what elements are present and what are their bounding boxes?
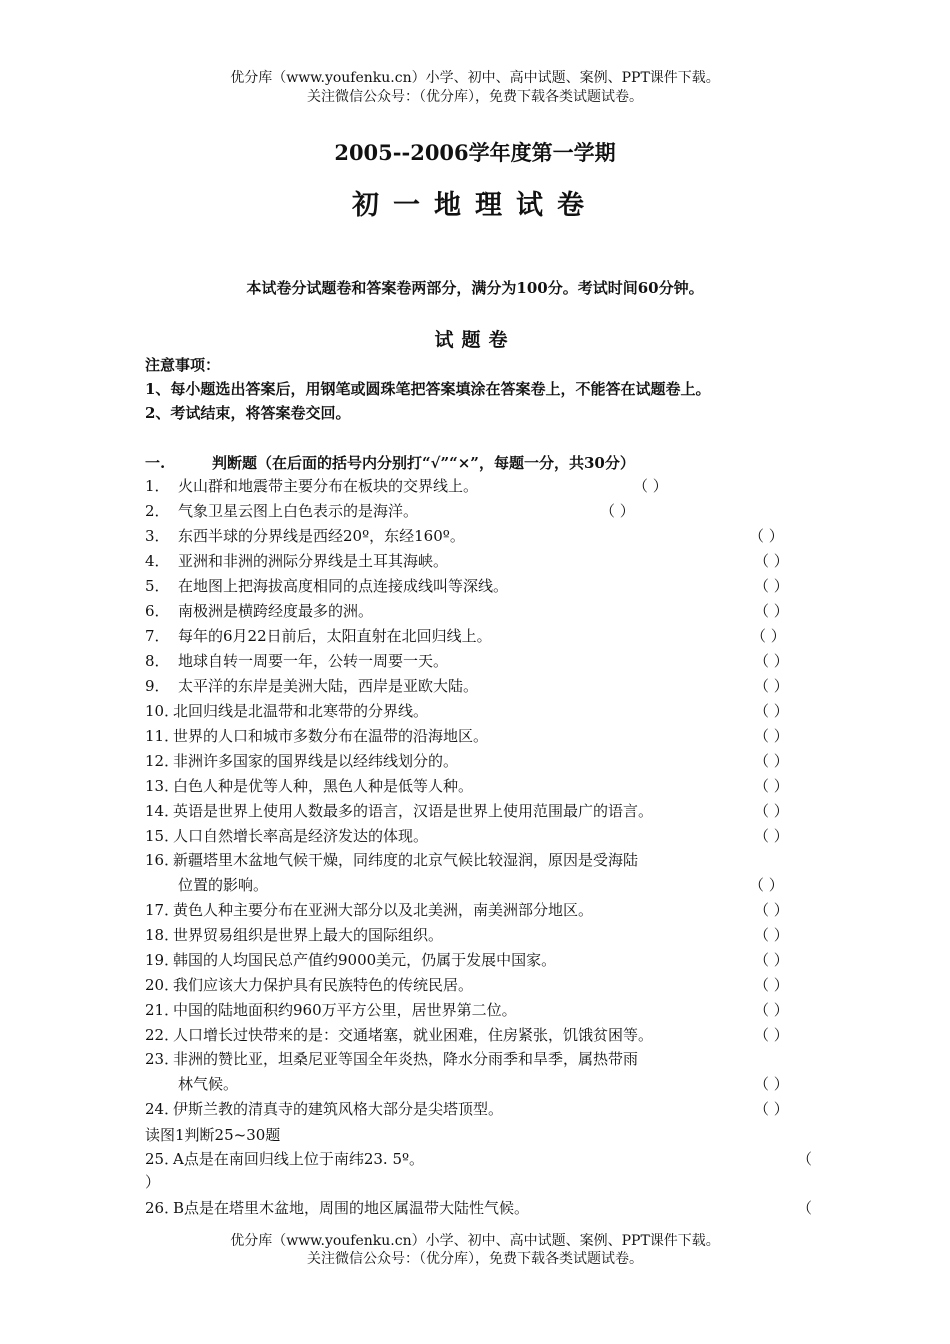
question-item: [145, 1001, 517, 1019]
answer-parentheses: （ ）: [749, 527, 784, 545]
question-number: 8．: [145, 652, 170, 670]
question-text: 太平洋的东岸是美洲大陆，西岸是亚欧大陆。: [178, 677, 479, 695]
answer-parentheses: （ ）: [754, 602, 789, 620]
question-item: [145, 1100, 503, 1118]
question-text: 南极洲是横跨经度最多的洲。: [178, 602, 374, 620]
question-text: B点是在塔里木盆地，周围的地区属温带大陆性气候。: [173, 1199, 530, 1217]
question-text: 黄色人种主要分布在亚洲大部分以及北美洲，南美洲部分地区。: [173, 901, 594, 919]
question-number: 1．: [145, 477, 170, 495]
question-text: 火山群和地震带主要分布在板块的交界线上。: [178, 477, 479, 495]
question-number: 12．: [145, 752, 180, 770]
question-text: 韩国的人均国民总产值约9000美元，仍属于发展中国家。: [173, 951, 557, 969]
answer-paren-open: （: [797, 1150, 813, 1168]
question-item: [145, 976, 473, 994]
question-number: 2．: [145, 502, 170, 520]
header-line-2: 关注微信公众号：（优分库），免费下载各类试题试卷。: [307, 89, 643, 105]
question-text: 东西半球的分界线是西经20º，东经160º。: [178, 527, 465, 545]
question-number: 9．: [145, 677, 170, 695]
answer-parentheses: （ ）: [754, 702, 789, 720]
answer-parentheses: （ ）: [754, 1026, 789, 1044]
question-text: 人口自然增长率高是经济发达的体现。: [173, 827, 429, 845]
question-number: 18．: [145, 926, 180, 944]
answer-parentheses: （ ）: [754, 926, 789, 944]
question-item: [145, 1150, 424, 1168]
notes-heading: 注意事项：: [145, 356, 221, 374]
answer-paren-close: ）: [145, 1173, 161, 1191]
question-item: [145, 502, 418, 520]
question-text: 气象卫星云图上白色表示的是海洋。: [178, 502, 419, 520]
question-item: [145, 602, 373, 620]
question-number: 26．: [145, 1199, 180, 1217]
question-number: 24．: [145, 1100, 180, 1118]
question-text-continuation: 位置的影响。: [178, 876, 269, 894]
question-number: 20．: [145, 976, 180, 994]
question-number: 22．: [145, 1026, 180, 1044]
question-item: [145, 552, 448, 570]
question-number: 17．: [145, 901, 180, 919]
answer-parentheses: （ ）: [754, 901, 789, 919]
question-text: A点是在南回归线上位于南纬23. 5º。: [173, 1150, 425, 1168]
question-text: 中国的陆地面积约960万平方公里，居世界第二位。: [173, 1001, 517, 1019]
answer-parentheses: （ ）: [754, 1001, 789, 1019]
header-line-1: 优分库（www.youfenku.cn）小学、初中、高中试题、案例、PPT课件下载。: [230, 70, 720, 86]
question-text: 北回归线是北温带和北寒带的分界线。: [173, 702, 429, 720]
question-text: 世界的人口和城市多数分布在温带的沿海地区。: [173, 727, 489, 745]
answer-parentheses: （ ）: [749, 876, 784, 894]
question-item: [145, 1050, 638, 1068]
notes-item-2: 2、考试结束，将答案卷交回。: [145, 404, 351, 422]
question-text: 非洲许多国家的国界线是以经纬线划分的。: [173, 752, 459, 770]
question-item: [145, 802, 653, 820]
part-1-number: 一.: [145, 454, 166, 472]
question-item: [145, 727, 488, 745]
notes-item-1: 1、每小题选出答案后，用钢笔或圆珠笔把答案填涂在答案卷上，不能答在试题卷上。: [145, 380, 711, 398]
exam-subject-title: 初一地理试卷: [352, 190, 598, 221]
question-text: 每年的6月22日前后，太阳直射在北回归线上。: [178, 627, 492, 645]
answer-parentheses: （ ）: [754, 677, 789, 695]
question-number: 10．: [145, 702, 180, 720]
question-number: 15．: [145, 827, 180, 845]
question-item: [145, 901, 593, 919]
answer-parentheses: （ ）: [754, 552, 789, 570]
question-text: 我们应该大力保护具有民族特色的传统民居。: [173, 976, 474, 994]
question-item: [145, 527, 465, 545]
answer-parentheses: （ ）: [754, 951, 789, 969]
question-number: 5．: [145, 577, 170, 595]
section-title: 试题卷: [434, 329, 516, 351]
figure-instruction: 读图1判断25~30题: [145, 1126, 281, 1144]
answer-parentheses: （ ）: [754, 652, 789, 670]
question-number: 3．: [145, 527, 170, 545]
question-item: [145, 926, 443, 944]
question-text: 伊斯兰教的清真寺的建筑风格大部分是尖塔顶型。: [173, 1100, 504, 1118]
question-item: [145, 851, 638, 869]
question-item: [145, 951, 556, 969]
question-text-continuation: 林气候。: [178, 1075, 239, 1093]
question-text: 在地图上把海拔高度相同的点连接成线叫等深线。: [178, 577, 509, 595]
question-number: 6．: [145, 602, 170, 620]
question-number: 14．: [145, 802, 180, 820]
answer-parentheses: （ ）: [633, 477, 668, 495]
answer-parentheses: （ ）: [754, 577, 789, 595]
question-text: 英语是世界上使用人数最多的语言，汉语是世界上使用范围最广的语言。: [173, 802, 654, 820]
question-item: [145, 1026, 653, 1044]
question-text: 世界贸易组织是世界上最大的国际组织。: [173, 926, 444, 944]
answer-parentheses: （ ）: [754, 727, 789, 745]
question-item: [145, 827, 428, 845]
answer-parentheses: （ ）: [754, 1100, 789, 1118]
exam-intro: 本试卷分试题卷和答案卷两部分，满分为100分。考试时间60分钟。: [246, 279, 704, 297]
question-text: 白色人种是优等人种，黑色人种是低等人种。: [173, 777, 474, 795]
question-number: 7．: [145, 627, 170, 645]
question-text: 亚洲和非洲的洲际分界线是土耳其海峡。: [178, 552, 449, 570]
question-number: 13．: [145, 777, 180, 795]
question-number: 25．: [145, 1150, 180, 1168]
footer-line-1: 优分库（www.youfenku.cn）小学、初中、高中试题、案例、PPT课件下载。: [230, 1233, 720, 1249]
question-item: [145, 627, 492, 645]
answer-parentheses: （ ）: [754, 752, 789, 770]
question-item: [145, 577, 508, 595]
answer-paren-open: （: [797, 1199, 813, 1217]
question-item: [145, 702, 428, 720]
answer-parentheses: （ ）: [600, 502, 635, 520]
question-item: [145, 752, 458, 770]
exam-year-title: 2005--2006学年度第一学期: [334, 140, 616, 165]
question-item: [145, 677, 478, 695]
question-number: 21．: [145, 1001, 180, 1019]
question-text: 非洲的赞比亚，坦桑尼亚等国全年炎热，降水分雨季和旱季，属热带雨: [173, 1050, 639, 1068]
question-item: [145, 1199, 529, 1217]
question-item: [145, 477, 478, 495]
question-number: 16．: [145, 851, 180, 869]
answer-parentheses: （ ）: [754, 1075, 789, 1093]
question-text: 地球自转一周要一年，公转一周要一天。: [178, 652, 449, 670]
question-text: 新疆塔里木盆地气候干燥，同纬度的北京气候比较湿润，原因是受海陆: [173, 851, 639, 869]
answer-parentheses: （ ）: [754, 827, 789, 845]
answer-parentheses: （ ）: [754, 976, 789, 994]
question-number: 11．: [145, 727, 180, 745]
question-item: [145, 777, 473, 795]
answer-parentheses: （ ）: [751, 627, 786, 645]
question-item: [145, 652, 448, 670]
part-1-title: 判断题（在后面的括号内分别打“√”“×”，每题一分，共30分）: [212, 454, 635, 472]
question-text: 人口增长过快带来的是：交通堵塞，就业困难，住房紧张，饥饿贫困等。: [173, 1026, 654, 1044]
question-number: 23．: [145, 1050, 180, 1068]
answer-parentheses: （ ）: [754, 777, 789, 795]
question-number: 4．: [145, 552, 170, 570]
question-number: 19．: [145, 951, 180, 969]
answer-parentheses: （ ）: [754, 802, 789, 820]
part-1-heading: [145, 452, 635, 473]
footer-line-2: 关注微信公众号：（优分库），免费下载各类试题试卷。: [307, 1251, 643, 1267]
